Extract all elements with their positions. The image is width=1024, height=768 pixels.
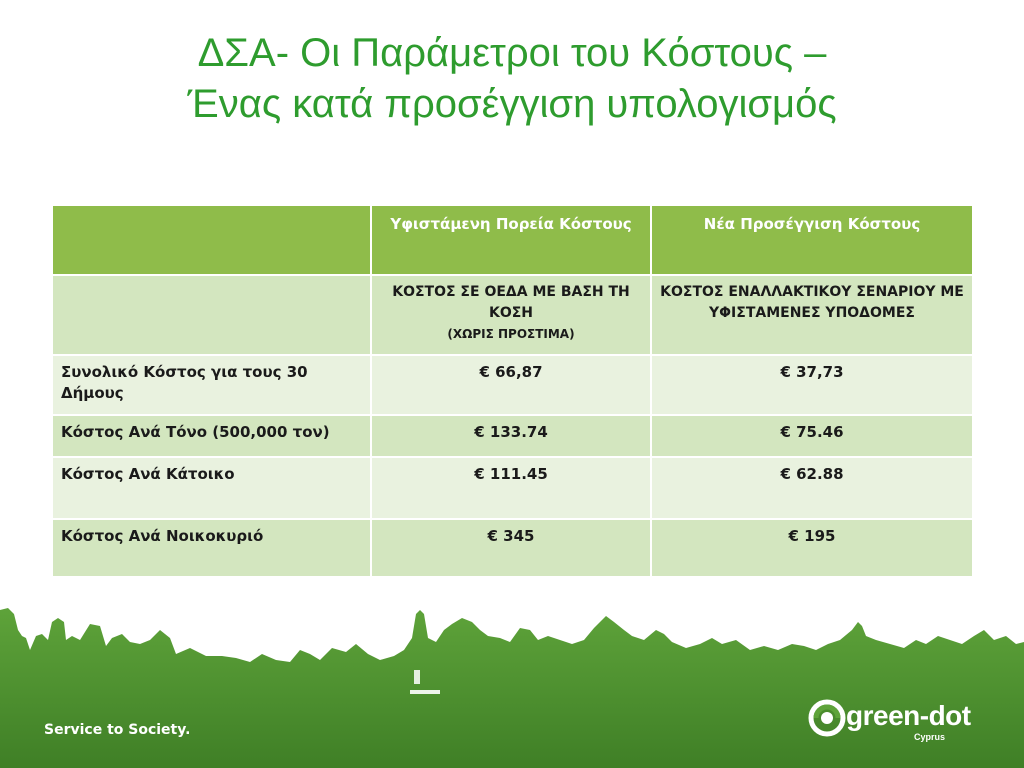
row-new-value: € 75.46 [651, 415, 973, 457]
row-label: Κόστος Ανά Κάτοικο [52, 457, 371, 519]
logo-text: green-dot [846, 700, 971, 731]
table-header-blank [52, 205, 371, 275]
footer-slogan: Service to Society. [44, 722, 191, 738]
row-current-value: € 111.45 [371, 457, 651, 519]
table-subheader-row [52, 275, 973, 355]
table-header-row [52, 205, 973, 275]
cost-table [51, 204, 974, 578]
subheader-current-main: ΚΟΣΤΟΣ ΣΕ ΟΕΔΑ ΜΕ ΒΑΣΗ ΤΗ ΚΟΣΗ [392, 284, 630, 321]
slide-title-line2: Ένας κατά προσέγγιση υπολογισμός [187, 82, 837, 126]
row-current-value: € 133.74 [371, 415, 651, 457]
row-new-value: € 62.88 [651, 457, 973, 519]
slide-title-line1: ΔΣΑ- Οι Παράμετροι του Κόστους – [197, 31, 827, 75]
table-row [52, 355, 973, 415]
table-header-current: Υφιστάμενη Πορεία Κόστους [371, 205, 651, 275]
slide-title [0, 28, 1024, 130]
row-label: Κόστος Ανά Τόνο (500,000 τον) [52, 415, 371, 457]
table-row [52, 519, 973, 577]
row-label: Συνολικό Κόστος για τους 30 Δήμους [52, 355, 371, 415]
table-row [52, 457, 973, 519]
row-label: Κόστος Ανά Νοικοκυριό [52, 519, 371, 577]
table-subheader-new: ΚΟΣΤΟΣ ΕΝΑΛΛΑΚΤΙΚΟΥ ΣΕΝΑΡΙΟΥ ΜΕ ΥΦΙΣΤΑΜΕΝΕΣ ΥΠΟΔΟΜΕΣ [651, 275, 973, 355]
table-header-new: Νέα Προσέγγιση Κόστους [651, 205, 973, 275]
table-row [52, 415, 973, 457]
table-subheader-current [371, 275, 651, 355]
row-current-value: € 66,87 [371, 355, 651, 415]
row-new-value: € 195 [651, 519, 973, 577]
row-new-value: € 37,73 [651, 355, 973, 415]
subheader-current-note: (ΧΩΡΙΣ ΠΡΟΣΤΙΜΑ) [447, 327, 575, 341]
logo-subtext: Cyprus [914, 732, 946, 742]
row-current-value: € 345 [371, 519, 651, 577]
table-subheader-blank [52, 275, 371, 355]
